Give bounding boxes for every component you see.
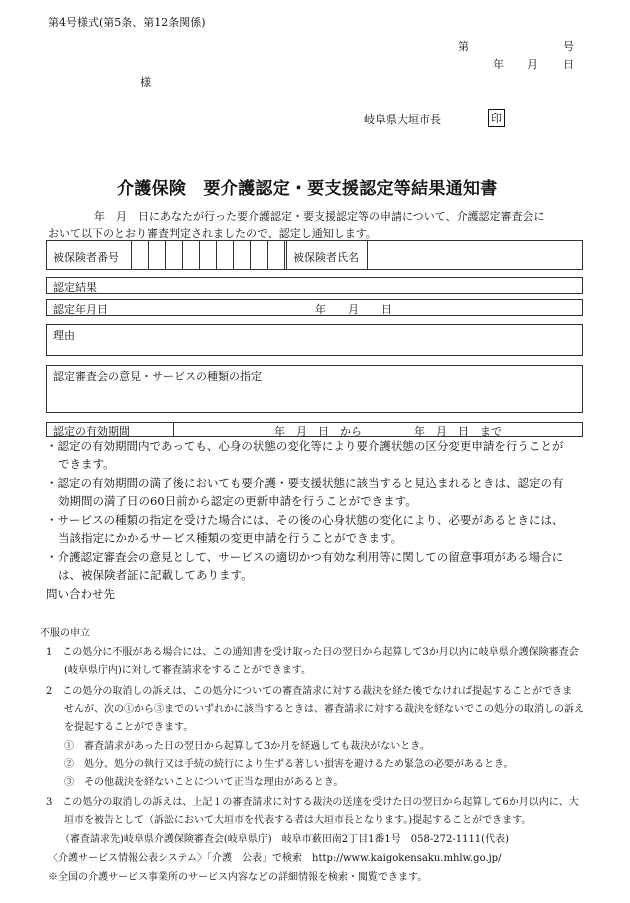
issue-day: 日 [563, 58, 574, 71]
certification-result-row [46, 277, 583, 294]
form-number: 第4号様式(第5条、第12条関係) [48, 16, 206, 29]
intro-line-1: 年 月 日にあなたが行った要介護認定・要支援認定等の申請について、介護認定審査会に [94, 210, 545, 223]
appeal-p2-line-1: 2 この処分の取消しの訴えは、この処分についての審査請求に対する裁決を経た後でなければ提起することができま [46, 686, 573, 697]
reason-label: 理由 [53, 329, 75, 342]
appeal-p3-line-1: 3 この処分の取消しの訴えは、上記１の審査請求に対する裁決の送達を受けた日の翌日から起算して6か月以内に、大 [46, 797, 579, 808]
info-system-line: 〈介護サービス情報公表システム〉「介護 公表」で検索 http://www.kaigokensaku.mhlw.go.jp/ [48, 853, 502, 864]
appeal-condition-3: ③ その他裁決を経ないことについて正当な理由があるとき。 [64, 777, 344, 788]
validity-period-row [46, 422, 583, 437]
document-number-prefix: 第 [458, 40, 469, 53]
appeal-p2-line-2: せんが、次の①から③までのいずれかに該当するときは、審査請求に対する裁決を経ないでこの処分の取消しの訴え [64, 704, 584, 715]
note-3-line-1: ・サービスの種類の指定を受けた場合には、その後の心身状態の変化により、必要があるときには、 [46, 513, 564, 527]
appeal-p2-line-3: を提起することができます。 [64, 722, 194, 733]
note-1-line-1: ・認定の有効期間内であっても、心身の状態の変化等により要介護状態の区分変更申請を行うことが [46, 439, 564, 453]
document-number-suffix: 号 [563, 40, 574, 53]
intro-line-2: おいて以下のとおり審査判定されましたので、認定し通知します。 [48, 227, 377, 240]
note-1-line-2: できます。 [58, 457, 115, 471]
issue-year: 年 [493, 58, 504, 71]
note-2-line-1: ・認定の有効期間の満了後においても要介護・要支援状態に該当すると見込まれるときは、認定の有 [46, 476, 564, 490]
note-4-line-1: ・介護認定審査会の意見として、サービスの適切かつ有効な利用等に関しての留意事項がある場合に [46, 550, 564, 564]
insured-name-label: 被保険者氏名 [293, 251, 359, 264]
issuer-name: 岐阜県大垣市長 [364, 113, 441, 126]
validity-from: 年 月 日 から [274, 425, 362, 438]
validity-period-label: 認定の有効期間 [53, 425, 130, 438]
appeal-condition-2: ② 処分、処分の執行又は手続の続行により生ずる著しい損害を避けるため緊急の必要があるとき。 [64, 759, 514, 770]
review-opinion-label: 認定審査会の意見・サービスの種類の指定 [53, 370, 262, 383]
appeal-p3-line-2: 垣市を被告として（訴訟において大垣市を代表する者は大垣市長となります。)提起することができます。 [64, 815, 532, 826]
issue-month: 月 [527, 58, 538, 71]
certification-date-row [46, 299, 583, 316]
appeal-p1-line-2: (岐阜県庁内)に対して審査請求をすることができます。 [64, 665, 312, 676]
official-seal: 印 [488, 109, 505, 127]
certification-date-label: 認定年月日 [53, 303, 108, 316]
review-opinion-row [46, 365, 583, 413]
info-system-note: ※全国の介護サービス事業所のサービス内容などの詳細情報を検索・閲覧できます。 [48, 872, 428, 883]
certification-result-label: 認定結果 [53, 281, 97, 294]
insured-number-label: 被保険者番号 [53, 251, 119, 264]
appeal-condition-1: ① 審査請求があった日の翌日から起算して3か月を経過しても裁決がないとき。 [64, 741, 430, 752]
certification-date-value: 年 月 日 [315, 303, 392, 316]
reason-row [46, 324, 583, 356]
insured-info-row [46, 240, 583, 270]
note-4-line-2: は、被保険者証に記載してあります。 [58, 568, 253, 582]
note-2-line-2: 効期間の満了日の60日前から認定の更新申請を行うことができます。 [58, 494, 417, 508]
validity-to: 年 月 日 まで [414, 425, 502, 438]
document-title: 介護保険 要介護認定・要支援認定等結果通知書 [117, 179, 498, 199]
contact-label: 問い合わせ先 [46, 587, 115, 601]
appeal-address: （審査請求先)岐阜県介護保険審査会(岐阜県庁) 岐阜市薮田南2丁目1番1号 058-272-1111(代表) [60, 834, 509, 845]
appeal-p1-line-1: 1 この処分に不服がある場合には、この通知書を受け取った日の翌日から起算して3か月以内に岐阜県介護保険審査会 [46, 647, 579, 658]
recipient-honorific: 様 [140, 76, 151, 89]
note-3-line-2: 当該指定にかかるサービス種類の変更申請を行うことができます。 [58, 531, 403, 545]
appeal-heading: 不服の申立 [40, 628, 90, 639]
